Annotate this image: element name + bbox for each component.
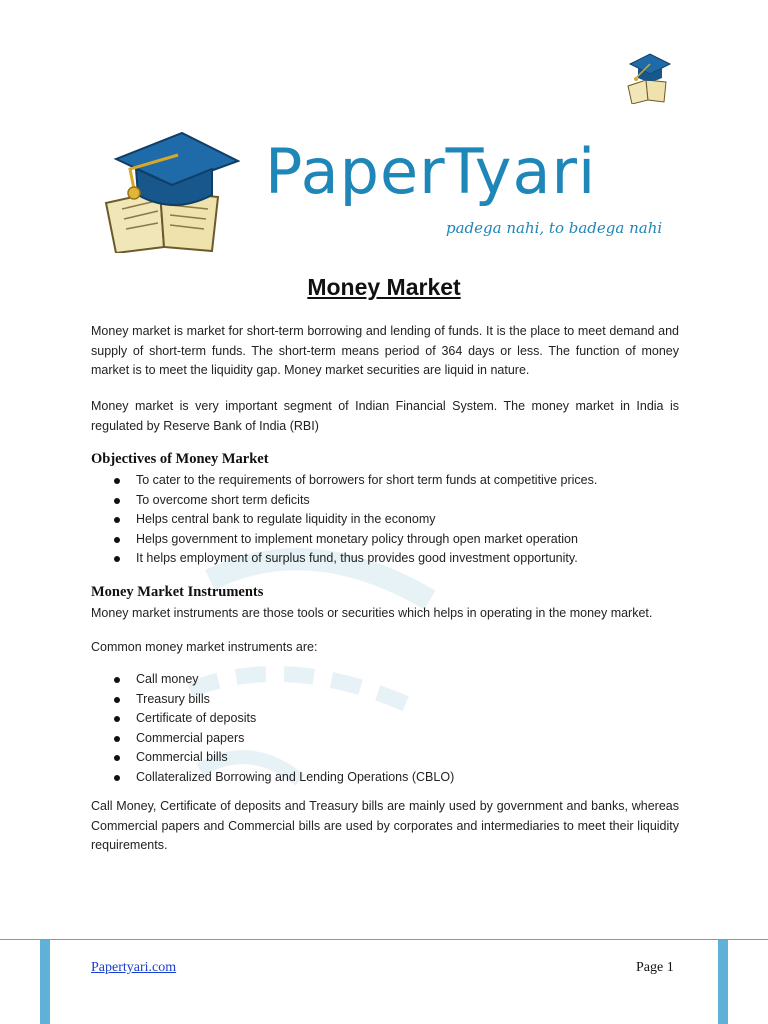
page-number: Page 1 bbox=[636, 960, 674, 975]
brand-name: PaperTyari bbox=[265, 135, 597, 208]
objectives-heading: Objectives of Money Market bbox=[91, 451, 269, 467]
small-logo-icon bbox=[624, 52, 672, 104]
instruments-description: Money market instruments are those tools or securities which helps in operating in the money market. bbox=[91, 606, 653, 620]
instruments-intro: Common money market instruments are: bbox=[91, 640, 318, 654]
closing-paragraph: Call Money, Certificate of deposits and Treasury bills are mainly used by government and banks, whereas Commercial papers and Commercial bills are used by corporates and intermediaries to meet their liquidity requirements. bbox=[91, 799, 679, 852]
brand-header bbox=[90, 125, 680, 255]
list-item: Helps central bank to regulate liquidity in the economy bbox=[91, 510, 597, 530]
instruments-list bbox=[91, 670, 454, 787]
list-item: To cater to the requirements of borrowers for short term funds at competitive prices. bbox=[91, 471, 597, 491]
intro-paragraph: Money market is market for short-term borrowing and lending of funds. It is the place to meet demand and supply of short-term funds. The short-term means period of 364 days or less. The function of money market is to meet the liquidity gap. Money market securities are liquid in nature. bbox=[91, 324, 679, 377]
footer-divider bbox=[0, 939, 768, 940]
list-item: Commercial bills bbox=[91, 748, 454, 768]
graduation-book-icon bbox=[100, 125, 240, 253]
instruments-heading: Money Market Instruments bbox=[91, 584, 264, 600]
list-item: Call money bbox=[91, 670, 454, 690]
list-item: Helps government to implement monetary policy through open market operation bbox=[91, 530, 597, 550]
list-item: Commercial papers bbox=[91, 729, 454, 749]
list-item: Collateralized Borrowing and Lending Operations (CBLO) bbox=[91, 768, 454, 788]
footer-right-bar bbox=[718, 940, 728, 1024]
brand-tagline: padega nahi, to badega nahi bbox=[446, 219, 663, 237]
list-item: It helps employment of surplus fund, thus provides good investment opportunity. bbox=[91, 549, 597, 569]
list-item: To overcome short term deficits bbox=[91, 491, 597, 511]
page-title: Money Market bbox=[307, 274, 461, 300]
intro-paragraph: Money market is very important segment of Indian Financial System. The money market in India is regulated by Reserve Bank of India (RBI) bbox=[91, 399, 679, 433]
footer-website-link[interactable]: Papertyari.com bbox=[91, 960, 177, 975]
objectives-list bbox=[91, 471, 597, 569]
footer-left-bar bbox=[40, 940, 50, 1024]
list-item: Treasury bills bbox=[91, 690, 454, 710]
list-item: Certificate of deposits bbox=[91, 709, 454, 729]
